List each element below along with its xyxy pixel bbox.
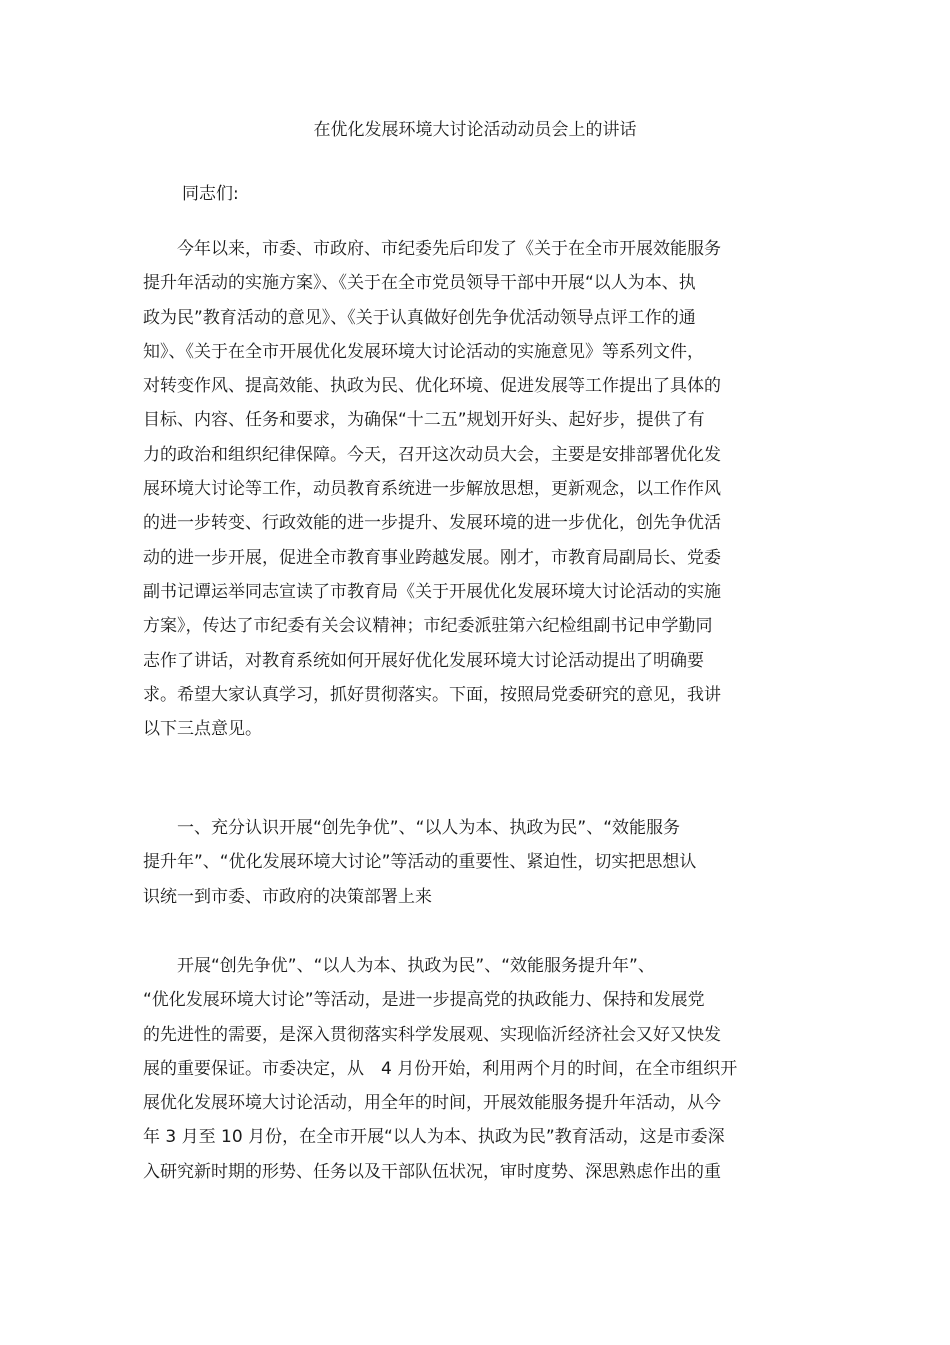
heading-line: 一、充分认识开展“创先争优”、“以人为本、执政为民”、“效能服务 <box>143 818 681 838</box>
text-line: “优化发展环境大讨论”等活动，是进一步提高党的执政能力、保持和发展党 <box>143 990 705 1011</box>
text-line: 年 3 月至 10 月份，在全市开展“以人为本、执政为民”教育活动，这是市委深 <box>143 1127 725 1148</box>
text-line: 的进一步转变、行政效能的进一步提升、发展环境的进一步优化，创先争优活 <box>143 513 721 534</box>
paragraph-1 <box>143 232 783 746</box>
text-line: 展环境大讨论等工作，动员教育系统进一步解放思想，更新观念，以工作作风 <box>143 479 721 500</box>
text-line: 入研究新时期的形势、任务以及干部队伍状况，审时度势、深思熟虑作出的重 <box>143 1161 721 1182</box>
text-line: 今年以来，市委、市政府、市纪委先后印发了《关于在全市开展效能服务 <box>143 239 721 259</box>
text-line: 志作了讲话，对教育系统如何开展好优化发展环境大讨论活动提出了明确要 <box>143 650 704 671</box>
text-line: 展的重要保证。市委决定，从 4 月份开始，利用两个月的时间，在全市组织开 <box>143 1058 738 1079</box>
section-heading-1 <box>143 811 783 914</box>
text-line: 展优化发展环境大讨论活动，用全年的时间，开展效能服务提升年活动，从今 <box>143 1093 721 1114</box>
text-line: 目标、内容、任务和要求，为确保“十二五”规划开好头、起好步，提供了有 <box>143 410 705 431</box>
text-line: 提升年活动的实施方案》、《关于在全市党员领导干部中开展“以人为本、执 <box>143 273 696 294</box>
text-line: 政为民”教育活动的意见》、《关于认真做好创先争优活动领导点评工作的通 <box>143 307 696 328</box>
text-line: 求。希望大家认真学习，抓好贯彻落实。下面，按照局党委研究的意见，我讲 <box>143 684 721 705</box>
heading-line: 提升年”、“优化发展环境大讨论”等活动的重要性、紧迫性，切实把思想认 <box>143 852 697 873</box>
text-line: 知》、《关于在全市开展优化发展环境大讨论活动的实施意见》等系列文件， <box>143 341 704 362</box>
text-line: 副书记谭运举同志宣读了市教育局《关于开展优化发展环境大讨论活动的实施 <box>143 581 721 602</box>
text-line: 动的进一步开展，促进全市教育事业跨越发展。刚才，市教育局副局长、党委 <box>143 547 721 568</box>
text-line: 开展“创先争优”、“以人为本、执政为民”、“效能服务提升年”、 <box>143 956 655 976</box>
paragraph-2 <box>143 949 783 1189</box>
text-line: 对转变作风、提高效能、执政为民、优化环境、促进发展等工作提出了具体的 <box>143 376 721 397</box>
salutation: 同志们: <box>182 184 239 204</box>
text-line: 力的政治和组织纪律保障。今天，召开这次动员大会，主要是安排部署优化发 <box>143 444 721 465</box>
text-line: 以下三点意见。 <box>143 719 262 740</box>
heading-line: 识统一到市委、市政府的决策部署上来 <box>143 886 432 907</box>
text-line: 的先进性的需要，是深入贯彻落实科学发展观、实现临沂经济社会又好又快发 <box>143 1024 721 1045</box>
text-line: 方案》，传达了市纪委有关会议精神；市纪委派驻第六纪检组副书记申学勤同 <box>143 616 713 637</box>
document-title: 在优化发展环境大讨论活动动员会上的讲话 <box>313 120 637 140</box>
